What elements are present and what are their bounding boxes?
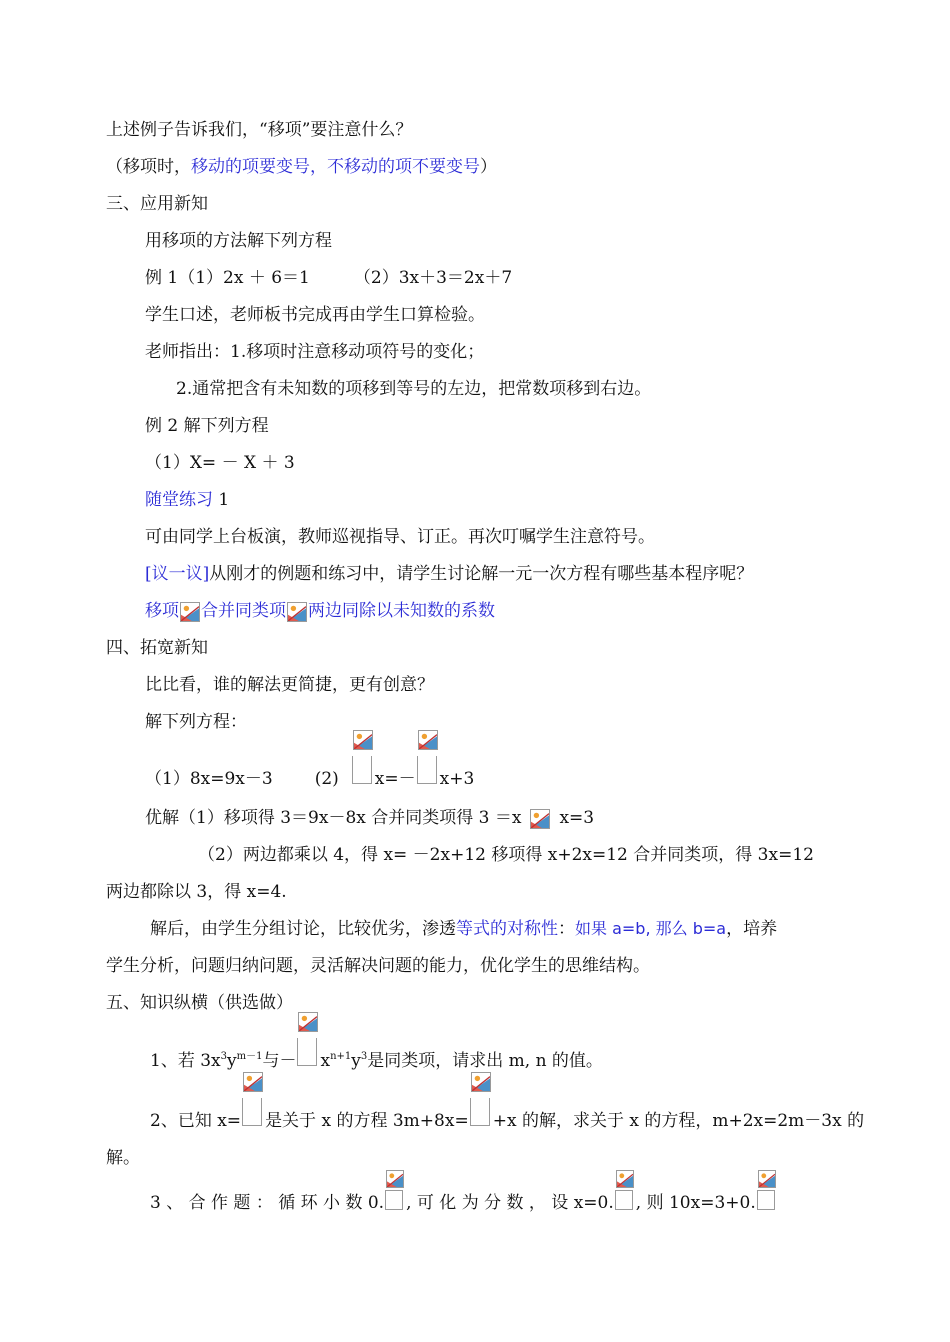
example-2-equation: （1）X= － X ＋ 3 <box>145 453 295 473</box>
summary-colon: ： <box>558 919 575 939</box>
equation-2-end: x+3 <box>439 769 475 789</box>
solution-2-cont-line <box>106 880 287 904</box>
example-1-part-1: 例 1（1）2x ＋ 6＝1 <box>145 268 310 288</box>
fraction-image <box>352 730 374 788</box>
question-text: 上述例子告诉我们，“移项”要注意什么？ <box>106 120 413 140</box>
student-line <box>145 303 485 327</box>
summary-text-2: ，培养 <box>726 919 778 939</box>
problem-2-a: 2、已知 x= <box>150 1111 242 1131</box>
teacher-note-2-line <box>176 377 651 401</box>
repeating-decimal-icon <box>616 1170 634 1188</box>
solution-2-line <box>198 843 814 867</box>
board-practice-text: 可由同学上台板演，教师巡视指导、订正。再次叮嘱学生注意符号。 <box>145 527 655 547</box>
problem-1-exp-3: n+1 <box>330 1051 352 1062</box>
solution-2-cont-text: 两边都除以 3，得 x=4. <box>106 882 287 902</box>
procedure-line <box>145 599 495 623</box>
problem-1-exp-4: 3 <box>360 1051 368 1062</box>
summary-text-1: 解后，由学生分组讨论，比较优劣，渗透 <box>150 919 456 939</box>
equations-line <box>145 730 474 790</box>
problem-2-cont-line <box>106 1146 140 1170</box>
fraction-image <box>417 730 439 788</box>
fraction-image-icon <box>353 730 373 750</box>
problem-3-line <box>150 1170 778 1220</box>
fraction-image-icon <box>418 730 438 750</box>
compare-text: 比比看，谁的解法更简捷，更有创意？ <box>145 675 434 695</box>
arrow-image-icon <box>180 602 200 622</box>
problem-1-a: 1、若 3x <box>150 1051 221 1071</box>
problem-2-c: +x 的解，求关于 x 的方程，m+2x=2m－3x 的 <box>492 1111 865 1131</box>
example-2-text: 例 2 解下列方程 <box>145 416 269 436</box>
procedure-step-2: 合并同类项 <box>201 601 286 621</box>
fraction-image <box>242 1072 264 1130</box>
fraction-image <box>470 1072 492 1130</box>
practice-number: 1 <box>213 490 230 510</box>
solution-1-text: 优解（1）移项得 3＝9x－8x 合并同类项得 3 ＝x <box>145 808 522 828</box>
problem-2-line <box>150 1072 864 1132</box>
summary-cont-line <box>106 954 650 978</box>
section-heading-4 <box>106 636 208 660</box>
discussion-summary-line <box>150 917 777 941</box>
problem-2-b: 是关于 x 的方程 3m+8x= <box>265 1111 469 1131</box>
compare-line <box>145 673 434 697</box>
problem-1-exp-1: 3 <box>220 1051 227 1062</box>
solve-text: 解下列方程： <box>145 712 247 732</box>
repeating-decimal-icon <box>386 1170 404 1188</box>
summary-cont-text: 学生分析，问题归纳问题，灵活解决问题的能力，优化学生的思维结构。 <box>106 956 650 976</box>
equation-2-label: (2) <box>314 769 339 789</box>
discussion-line <box>145 562 753 586</box>
teacher-note-2-text: 2.通常把含有未知数的项移到等号的左边，把常数项移到右边。 <box>176 379 652 399</box>
teacher-note-text: 老师指出：1.移项时注意移动项符号的变化； <box>145 342 485 362</box>
problem-1-d: x <box>320 1051 331 1071</box>
repeating-decimal-image <box>615 1170 635 1214</box>
solution-1-result: x=3 <box>559 808 595 828</box>
instruction-line <box>145 229 332 253</box>
answer-highlight: 移动的项要变号，不移动的项不要变号 <box>191 157 480 177</box>
practice-label: 随堂练习 <box>145 490 213 510</box>
section-heading-4-text: 四、拓宽新知 <box>106 638 208 658</box>
teacher-note-line <box>145 340 484 364</box>
discussion-label: [议一议] <box>145 564 210 584</box>
problem-1-b: y <box>227 1051 237 1071</box>
practice-line <box>145 488 229 512</box>
answer-close: ） <box>480 157 497 177</box>
example-1-line <box>145 266 512 290</box>
repeating-decimal-icon <box>758 1170 776 1188</box>
problem-1-exp-2: m－1 <box>236 1051 263 1062</box>
section-heading-3-text: 三、应用新知 <box>106 194 208 214</box>
symmetry-rule: 如果 a=b, 那么 b=a <box>575 919 727 938</box>
example-2-equation-line <box>145 451 295 475</box>
section-heading-3 <box>106 192 208 216</box>
arrow-image-icon <box>530 809 550 829</box>
fraction-image <box>297 1012 319 1070</box>
solution-2-text: （2）两边都乘以 4，得 x= －2x+12 移项得 x+2x=12 合并同类项，得 3x=12 <box>198 845 814 865</box>
problem-1-line <box>150 1012 603 1072</box>
procedure-step-3: 两边同除以未知数的系数 <box>308 601 495 621</box>
example-2-line <box>145 414 269 438</box>
problem-2-cont-text: 解。 <box>106 1148 140 1168</box>
repeating-decimal-image <box>385 1170 405 1214</box>
symmetry-term: 等式的对称性 <box>456 919 558 939</box>
fraction-image-icon <box>471 1072 491 1092</box>
fraction-image-icon <box>243 1072 263 1092</box>
student-text: 学生口述，老师板书完成再由学生口算检验。 <box>145 305 485 325</box>
repeating-decimal-image <box>757 1170 777 1214</box>
problem-3-a: 3 、 合 作 题 ： 循 环 小 数 0. <box>150 1193 385 1213</box>
board-practice-line <box>145 525 655 549</box>
problem-1-e: y <box>351 1051 361 1071</box>
question-line <box>106 118 412 142</box>
fraction-image-icon <box>298 1012 318 1032</box>
problem-3-c: , 则 10x=3+0. <box>635 1193 756 1213</box>
answer-open: （移项时， <box>106 157 191 177</box>
instruction-text: 用移项的方法解下列方程 <box>145 231 332 251</box>
procedure-step-1: 移项 <box>145 601 179 621</box>
section-heading-5-text: 五、知识纵横（供选做） <box>106 993 293 1013</box>
arrow-image-icon <box>287 602 307 622</box>
example-1-part-2: （2）3x＋3＝2x＋7 <box>353 268 513 288</box>
problem-1-c: 与－ <box>262 1051 297 1071</box>
problem-3-b: , 可 化 为 分 数 ， 设 x=0. <box>406 1193 614 1213</box>
answer-line <box>106 155 497 179</box>
equation-2-mid: x=－ <box>374 769 416 789</box>
problem-1-f: 是同类项，请求出 m, n 的值。 <box>367 1051 603 1071</box>
equation-1: （1）8x=9x－3 <box>145 769 273 789</box>
discussion-text: 从刚才的例题和练习中，请学生讨论解一元一次方程有哪些基本程序呢？ <box>209 564 754 584</box>
solution-1-line <box>145 806 594 830</box>
